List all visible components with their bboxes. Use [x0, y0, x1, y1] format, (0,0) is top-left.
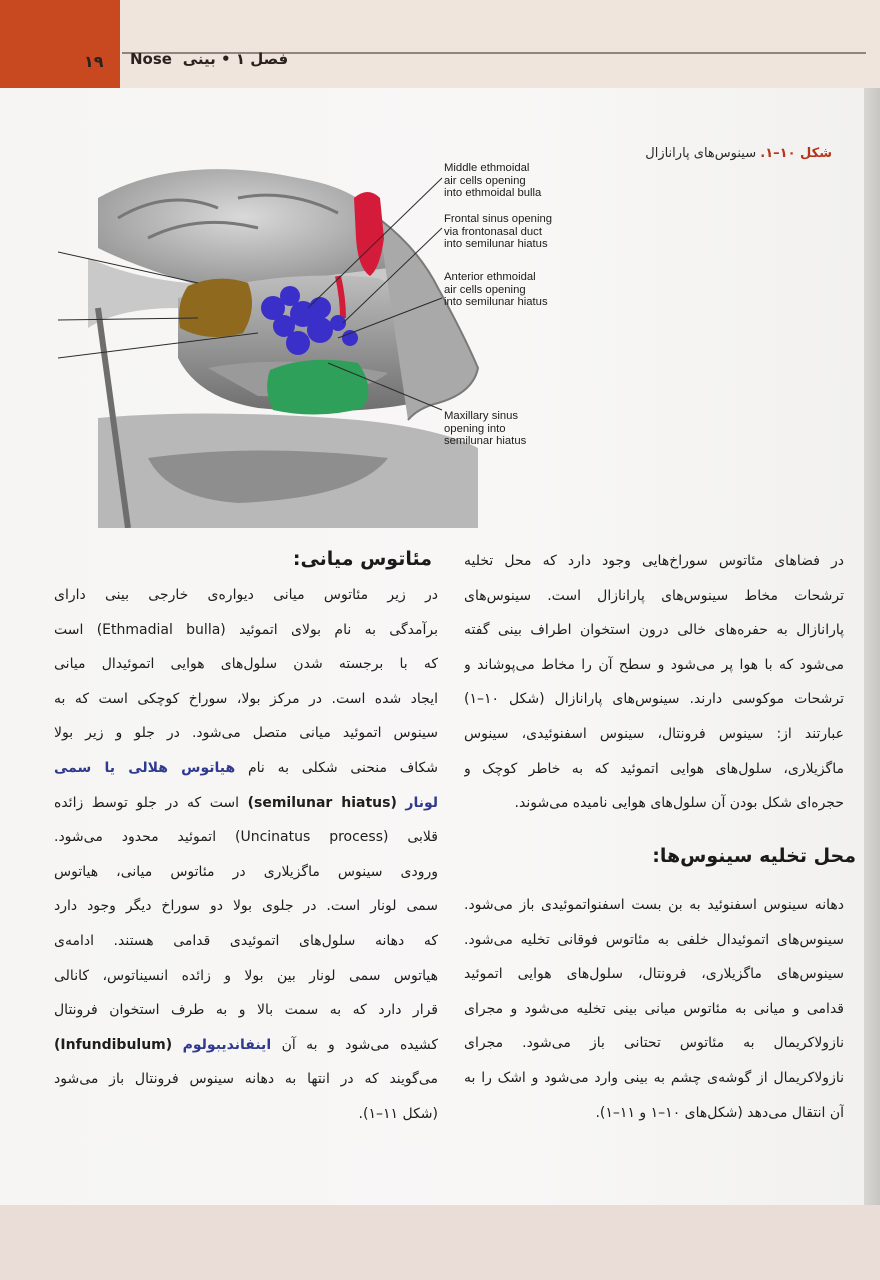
figure-caption [645, 146, 832, 161]
text-line: نازولاکریمال به مئاتوس تحتانی باز می‌شود. مجرای [464, 1035, 844, 1052]
running-head [130, 50, 288, 68]
maxillary-sinus-green [267, 360, 368, 415]
header-bar [0, 0, 880, 88]
text-line: ترشحات مخاط سینوس‌های پارانازال است. سینوس‌های [464, 587, 844, 604]
label-anterior-ethmoidal: Anterior ethmoidal air cells opening into semilunar hiatus [444, 271, 548, 308]
text-line: سینوس‌های ماگزیلاری، فرونتال، سلول‌های هوایی اتموئید [464, 966, 844, 983]
page-edge [864, 0, 880, 1280]
running-head-persian: فصل ۱ • بینی [182, 50, 289, 68]
text-line: ورودی سینوس ماگزیلاری در مئاتوس میانی، هیاتوس [54, 863, 438, 880]
text-line: می‌گویند که در انتها به دهانه سینوس فرونتال باز می‌شود [54, 1071, 438, 1088]
text-line: در فضاهای مئاتوس سوراخ‌هایی وجود دارد که محل تخلیه [464, 553, 844, 569]
right-column-drainage-paragraph [464, 888, 844, 1130]
text-line: که با برجسته شدن سلول‌های هوایی اتموئیدال میانی [54, 656, 438, 673]
label-middle-ethmoidal: Middle ethmoidal air cells opening into ethmoidal bulla [444, 162, 542, 199]
term-text: است که در جلو توسط زائده [54, 794, 240, 811]
label-maxillary-sinus: Maxillary sinus opening into semilunar hiatus [444, 410, 527, 447]
text-line: هیاتوس سمی لونار بین بولا و زائده انسیناتوس، کانالی [54, 967, 438, 984]
text-line: قلابی (Uncinatus process) اتموئید محدود می‌شود. [54, 829, 438, 846]
term-text: شکاف منحنی شکلی به نام [248, 759, 438, 776]
term-semilunar-hiatus-fa: هیاتوس هلالی یا سمی [54, 759, 236, 776]
text-line: دهانه سینوس اسفنوئید به بن بست اسفنواتموئیدی باز می‌شود. [464, 897, 844, 913]
caption-text: سینوس‌های پارانازال [645, 146, 757, 161]
text-line: می‌شود که با هوا پر می‌شود و سطح آن را مخاط می‌پوشاند و [464, 656, 844, 673]
text-line [54, 751, 438, 786]
text-line: که دهانه سلول‌های اتموئیدی قدامی هستند. ادامه‌ی [54, 932, 438, 949]
text-line: ماگزیلاری، سلول‌های هوایی اتموئید که به خاطر کوچک و [464, 760, 844, 777]
text-line: قدامی و میانی به مئاتوس میانی بینی تخلیه می‌شود و مجرای [464, 1000, 844, 1017]
term-infundibulum-fa: اینفاندیبولوم [182, 1036, 272, 1053]
term-text: کشیده می‌شود و به آن [281, 1036, 438, 1053]
text-line [54, 1028, 438, 1063]
page-tab [0, 0, 120, 88]
text-line: ایجاد شده است. در مرکز بولا، سوراخ کوچکی است که به [54, 690, 438, 707]
text-line: آن انتقال می‌دهد (شکل‌های ۱۰–۱ و ۱۱–۱). [595, 1104, 844, 1121]
text-line: در زیر مئاتوس میانی دیواره‌ی خارجی بینی دارای [54, 587, 438, 603]
heading-middle-meatus: مئاتوس میانی: [292, 548, 432, 570]
text-line [54, 786, 438, 821]
text-line: نازولاکریمال از گوشه‌ی چشم به بینی وارد می‌شود و اشک را به [464, 1069, 844, 1086]
text-line: قرار دارد که به سمت بالا و به طرف استخوان فرونتال [54, 1002, 438, 1019]
text-line: حجره‌ای شکل بودن آن سلول‌های هوایی نامیده می‌شوند. [514, 795, 844, 812]
sphenoid-sinus-brown [179, 279, 252, 337]
text-line: سینوس‌های اتموئیدال خلفی به مئاتوس فوقانی تخلیه می‌شود. [464, 931, 844, 948]
heading-sinus-drainage: محل تخلیه سینوس‌ها: [652, 845, 856, 867]
term-semilunar-hiatus-en: (semilunar hiatus) [247, 794, 397, 811]
text-line: عبارتند از: سینوس فرونتال، سینوس اسفنوئیدی، سینوس [464, 725, 844, 742]
term-infundibulum-en: (Infundibulum) [54, 1036, 173, 1053]
text-line: برآمدگی به نام بولای اتموئید (Ethmadial bulla) است [54, 621, 438, 638]
term-lunar-fa: لونار [405, 794, 438, 811]
text-line: سینوس اتموئید میانی متصل می‌شود. در جلو و زیر بولا [54, 725, 438, 742]
bottom-margin [0, 1205, 880, 1280]
right-column-paragraph [464, 544, 844, 821]
text-line: پارانازال به حفره‌های خالی درون استخوان اطراف بینی گفته [464, 622, 844, 639]
label-frontal-sinus-opening: Frontal sinus opening via frontonasal duct into semilunar hiatus [444, 213, 553, 250]
text-line: ترشحات موکوسی دارند. سینوس‌های پارانازال (شکل ۱۰–۱) [464, 691, 844, 708]
page-number: ۱۹ [84, 52, 104, 71]
caption-number: شکل ۱۰–۱. [760, 146, 832, 161]
left-column-paragraph [54, 578, 438, 1132]
text-line: (شکل ۱۱–۱). [358, 1105, 438, 1122]
text-line: سمی لونار است. در جلوی بولا دو سوراخ دیگر وجود دارد [54, 898, 438, 915]
running-head-latin: Nose [130, 50, 172, 68]
